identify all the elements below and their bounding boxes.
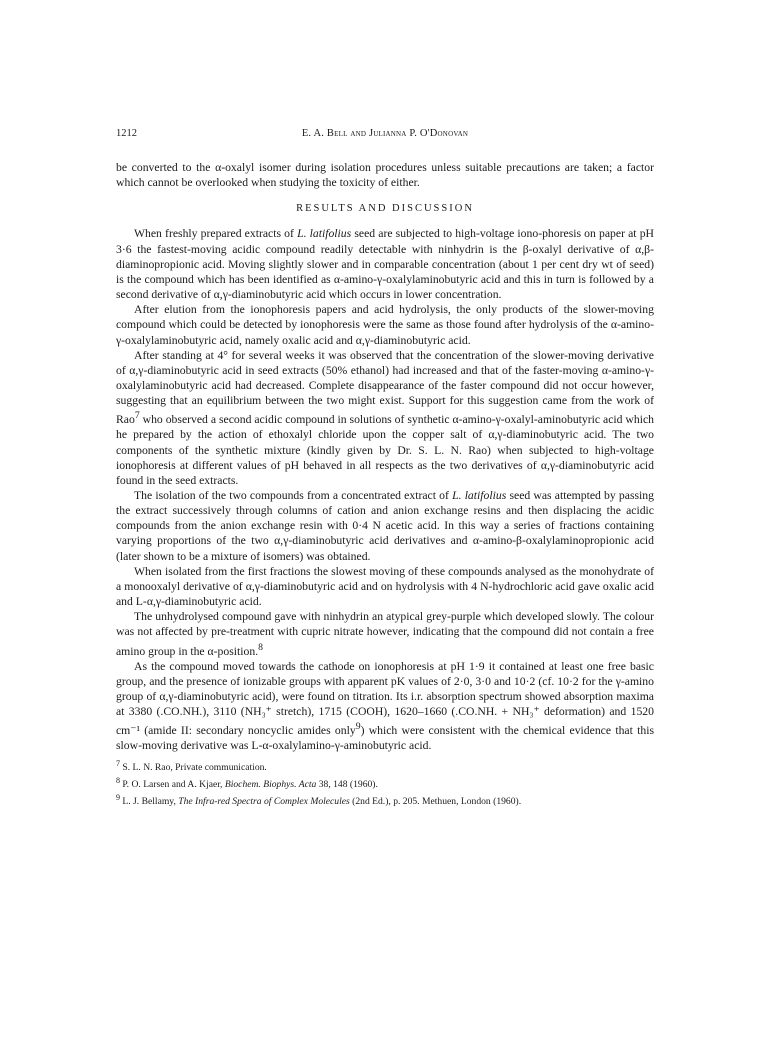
paragraph-1: When freshly prepared extracts of L. latifolius seed are subjected to high-voltage iono-phoresis on paper at pH 3·6 the fastest-moving acidic compound readily detectable with ninhydrin is the β-oxalyl derivative of α,β-diaminopropionic acid. Moving slightly slower and in comparable concentration (about 1 per cent dry wt of seed) is the compound which has been identified as α-amino-γ-oxalylaminobutyric acid and this in turn is followed by a second derivative of α,γ-diaminobutyric acid which occurs in lower concentration.: [116, 227, 654, 302]
paragraph-continuation: be converted to the α-oxalyl isomer during isolation procedures unless suitable precautions are taken; a factor which cannot be overlooked when studying the toxicity of either.: [116, 161, 654, 190]
journal-page: [116, 128, 654, 809]
footnotes: [116, 758, 654, 809]
species-name: L. latifolius: [452, 489, 507, 503]
paragraph-6: The unhydrolysed compound gave with ninhydrin an atypical grey-purple which developed slowly. The colour was not affected by pre-treatment with cupric nitrate however, indicating that the compound did not contain a free amino group in the α-position.$^8$: [116, 610, 654, 658]
paragraph-2: After elution from the ionophoresis papers and acid hydrolysis, the only products of the slower-moving compound which could be detected by ionophoresis were the same as those found after hydrolysis of the α-amino-γ-oxalylaminobutyric acid, namely oxalic acid and α,γ-diaminobutyric acid.: [116, 303, 654, 347]
paragraph-4: The isolation of the two compounds from a concentrated extract of L. latifolius seed was attempted by passing the extract successively through columns of cation and anion exchange resins and then displacing the acidic compounds from the anion exchange resin with 0·4 N acetic acid. In this way a series of fractions containing varying proportions of the two α,γ-diaminobutyric acid derivatives and α-amino-β-oxalylaminopropionic acid (later shown to be a mixture of isomers) was obtained.: [116, 489, 654, 563]
footnote-7: $^7$ S. L. N. Rao, Private communication.: [116, 759, 267, 774]
page-number: 1212: [116, 128, 137, 139]
running-head: E. A. Bell and Julianna P. O'Donovan: [301, 128, 469, 139]
paragraph-3: After standing at 4° for several weeks it was observed that the concentration of the slower-moving derivative of α,γ-diaminobutyric acid in seed extracts (50% ethanol) had increased and that of the faster-moving α-amino-γ-oxalylaminobutyric acid had decreased. Complete disappearance of the faster compound did not occur however, suggesting that an equilibrium between the two might exist. Support for this suggestion came from the work of Rao$^7$ who observed a second acidic compound in solutions of synthetic α-amino-γ-oxalyl-aminobutyric acid which he prepared by the action of ethoxalyl chloride upon the copper salt of α,γ-diaminobutyric acid. The two components of the synthetic mixture (kindly given by Dr. S. L. N. Rao) when subjected to high-voltage ionophoresis at different values of pH behaved in all respects as the two derivatives of α,γ-diaminobutyric acid found in the seed extracts.: [116, 348, 654, 487]
species-name: L. latifolius: [297, 227, 352, 241]
footnote-9: $^9$ L. J. Bellamy, The Infra-red Spectra of Complex Molecules (2nd Ed.), p. 205. Methuen, London (1960).: [116, 793, 522, 808]
citation-ref-8: 8: [258, 641, 264, 653]
citation-ref-7: 7: [134, 410, 140, 422]
paragraph-5: When isolated from the first fractions the slowest moving of these compounds analysed as the monohydrate of a monooxalyl derivative of α,γ-diaminobutyric acid and on hydrolysis with 4 N-hydrochloric acid gave oxalic acid and L-α,γ-diaminobutyric acid.: [116, 564, 654, 609]
footnote-8: $^8$ P. O. Larsen and A. Kjaer, Biochem. Biophys. Acta 38, 148 (1960).: [116, 776, 378, 791]
article-body: [116, 160, 654, 753]
page-header: [116, 128, 654, 146]
citation-ref-9: 9: [355, 721, 361, 733]
paragraph-7: As the compound moved towards the cathode on ionophoresis at pH 1·9 it contained at least one free basic group, and the presence of ionizable groups with apparent pK values of 2·0, 3·0 and 10·2 (cf. 10·2 for the γ-amino group of α,γ-diaminobutyric acid), were found on titration. Its i.r. absorption spectrum showed absorption maxima at 3380 (.CO.NH.), 3110 (NH₃⁺ stretch), 1715 (COOH), 1620–1660 (.CO.NH. + NH₃⁺ deformation) and 1520 cm⁻¹ (amide II: secondary noncyclic amides only$^9$) which were consistent with the chemical evidence that this slow-moving derivative was L-α-oxalylamino-γ-aminobutyric acid.: [116, 659, 654, 753]
section-heading: RESULTS AND DISCUSSION: [296, 203, 474, 215]
